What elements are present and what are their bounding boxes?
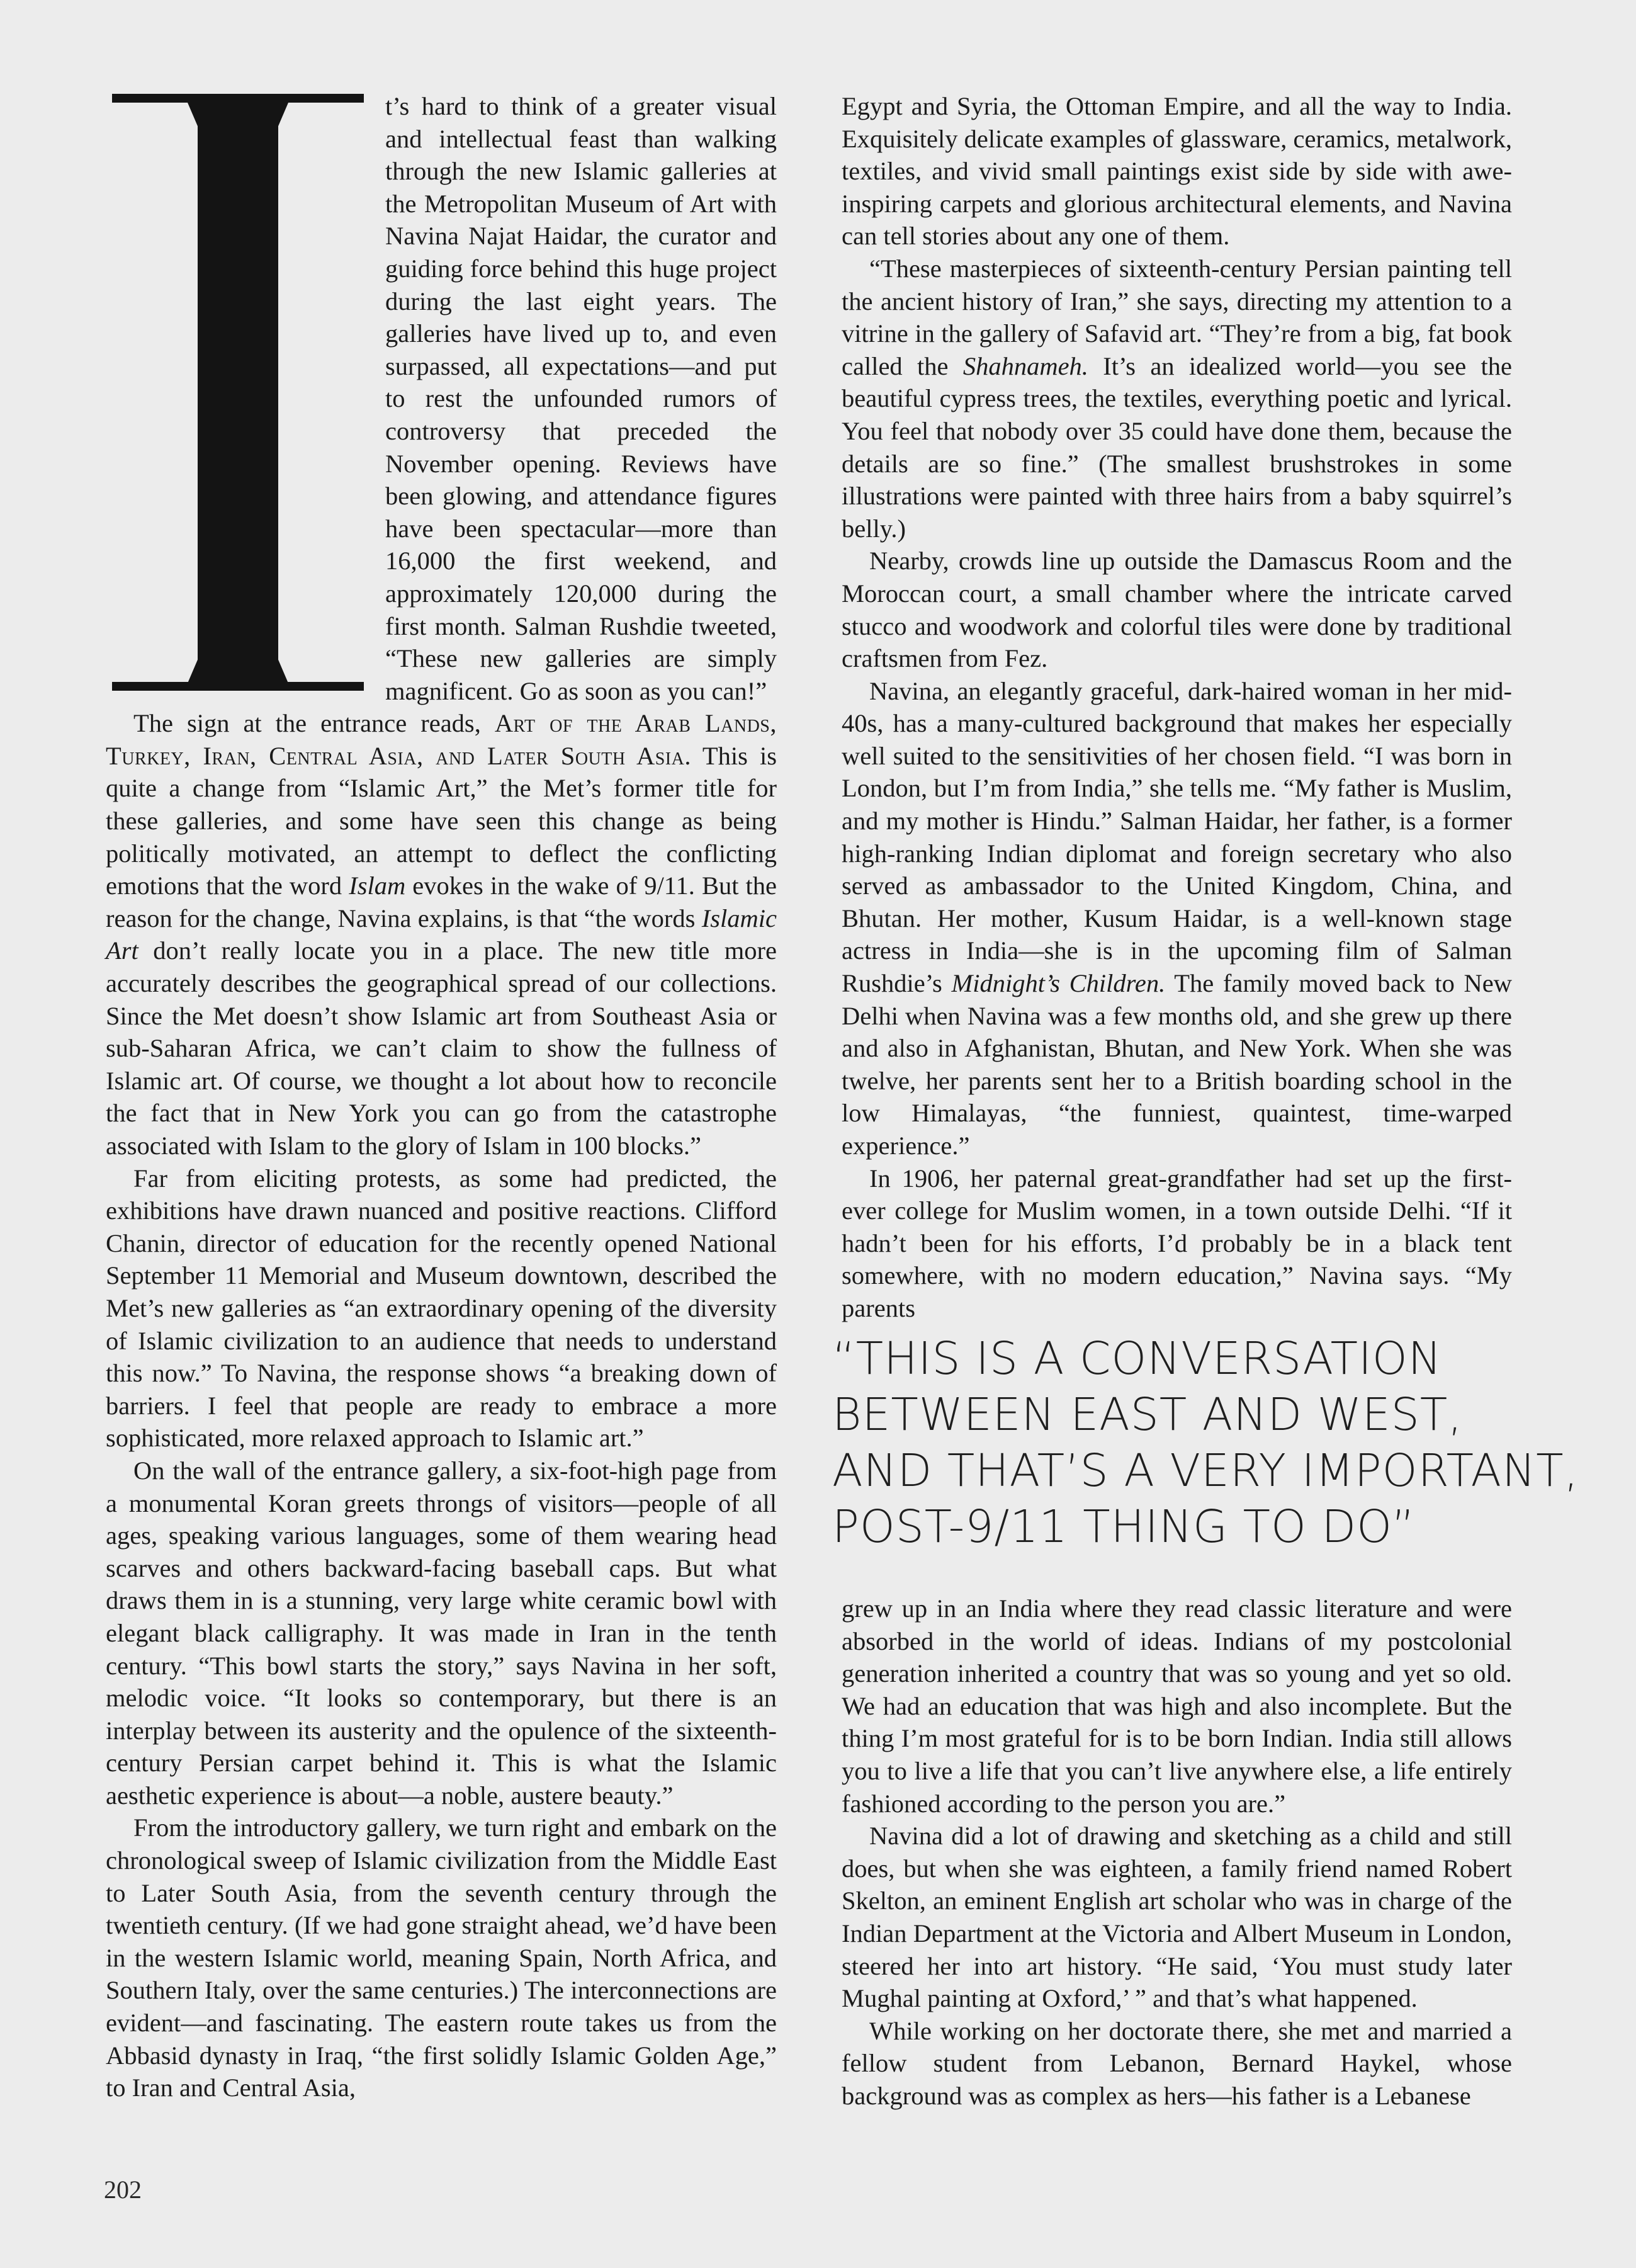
drop-cap-letter-I bbox=[112, 90, 364, 695]
paragraph-art-history: Navina did a lot of drawing and sketching as a child and still does, but when she was eighteen, a family friend named Robert Skelton, an eminent English art scholar who was in charge of the Indian Department at the Victoria and Albert Museum in London, steered her into art history. “He said, ‘You must study later Mughal painting at Oxford,’ ” and that’s what happened. bbox=[842, 1822, 1512, 2013]
pull-quote bbox=[832, 1330, 1579, 1555]
paragraph-india-upbringing: grew up in an India where they read classic literature and were absorbed in the world of ideas. Indians of my postcolonial generation inherited a country that was so young and yet so old. We had an education that was high and also incomplete. But the thing I’m most grateful for is to be born Indian. India still allows you to live a life that you can’t live anywhere else, a life entirely fashioned according to the person you are.” bbox=[842, 1594, 1512, 1818]
paragraph-doctorate: While working on her doctorate there, she met and married a fellow student from Lebanon, Bernard Haykel, whose background was as complex as hers—his father is a Lebanese bbox=[842, 2016, 1512, 2110]
paragraph-persian-painting: “These masterpieces of sixteenth-century Persian painting tell the ancient history of Iran,” she says, directing my attention to a vitrine in the gallery of Safavid art. “They’re from a big, fat book called the Shahnameh. It’s an idealized world—you see the beautiful cypress trees, the textiles, everything poetic and lyrical. You feel that nobody over 35 could have done them, because the details are so fine.” (The smallest brushstrokes in some illustrations were painted with three hairs from a baby squirrel’s belly.) bbox=[842, 254, 1512, 543]
paragraph-great-grandfather: In 1906, her paternal great-grandfather had set up the first-ever college for Muslim women, in a town outside Delhi. “If it hadn’t been for his efforts, I’d probably be in a black tent somewhere, with no modern education,” Navina says. “My parents bbox=[842, 1164, 1512, 1322]
pull-quote-line: AND THAT’S A VERY IMPORTANT, bbox=[832, 1444, 1579, 1497]
paragraph-entrance-gallery: On the wall of the entrance gallery, a six-foot-high page from a monumental Koran greets throngs of visitors—people of all ages, speaking various languages, some of them wearing head scarves and others backward-facing baseball caps. But what draws them in is a stunning, very large white ceramic bowl with elegant black calligraphy. It was made in Iran in the tenth century. “This bowl starts the story,” says Navina in her soft, melodic voice. “It looks so contemporary, but there is an interplay between its austerity and the opulence of the sixteenth-century Persian carpet behind it. This is what the Islamic aesthetic experience is about—a noble, austere beauty.” bbox=[106, 1456, 777, 1810]
right-column-bottom bbox=[842, 1592, 1512, 2112]
paragraph-sign: The sign at the entrance reads, Art of the Arab Lands, Turkey, Iran, Central Asia, and Later South Asia. This is quite a change from “Islamic Art,” the Met’s former title for these galleries, and some have seen this change as being politically motivated, an attempt to deflect the conflicting emotions that the word Islam evokes in the wake of 9/11. But the reason for the change, Navina explains, is that “the words Islamic Art don’t really locate you in a place. The new title more accurately describes the geographical spread of our collections. Since the Met doesn’t show Islamic art from Southeast Asia or sub-Saharan Africa, we can’t claim to show the fullness of Islamic art. Of course, we thought a lot about how to reconcile the fact that in New York you can go from the catastrophe associated with Islam to the glory of Islam in 100 blocks.” bbox=[106, 709, 777, 1160]
pull-quote-line: BETWEEN EAST AND WEST, bbox=[832, 1388, 1463, 1441]
paragraph-reactions: Far from eliciting protests, as some had predicted, the exhibitions have drawn nuanced and positive reactions. Clifford Chanin, director of education for the recently opened National September 11 Memorial and Museum downtown, described the Met’s new galleries as “an extraordinary opening of the diversity of Islamic civilization to an audience that needs to understand this now.” To Navina, the response shows “a breaking down of barriers. I feel that people are ready to embrace a more sophisticated, more relaxed approach to Islamic art.” bbox=[106, 1164, 777, 1453]
drop-cap bbox=[106, 90, 369, 695]
paragraph-background: Navina, an elegantly graceful, dark-haired woman in her mid-40s, has a many-cultured background that makes her especially well suited to the sensitivities of her chosen field. “I was born in London, but I’m from India,” she tells me. “My father is Muslim, and my mother is Hindu.” Salman Haidar, her father, is a former high-ranking Indian diplomat and foreign secretary who also served as ambassador to the United Kingdom, China, and Bhutan. Her mother, Kusum Haidar, is a well-known stage actress in India—she is in the upcoming film of Salman Rushdie’s Midnight’s Children. The family moved back to New Delhi when Navina was a few months old, and she grew up there and also in Afghanistan, Bhutan, and New York. When she was twelve, her parents sent her to a British boarding school in the low Himalayas, “the funniest, quaintest, time-warped experience.” bbox=[842, 676, 1513, 1160]
right-column-top bbox=[842, 90, 1512, 1325]
pull-quote-line: POST-9/11 THING TO DO” bbox=[832, 1500, 1416, 1553]
paragraph-chronological-sweep: From the introductory gallery, we turn right and embark on the chronological sweep of Islamic civilization from the Middle East to Later South Asia, from the seventh century through the twentieth century. (If we had gone straight ahead, we’d have been in the western Islamic world, meaning Spain, North Africa, and Southern Italy, over the same centuries.) The interconnections are evident—and fascinating. The eastern route takes us from the Abbasid dynasty in Iraq, “the first solidly Islamic Golden Age,” to Iran and Central Asia, bbox=[106, 1813, 777, 2102]
page-number: 202 bbox=[104, 2175, 142, 2204]
pull-quote-line: “THIS IS A CONVERSATION bbox=[832, 1332, 1442, 1385]
gallery-sign-text: Art of the Arab Lands, Turkey, Iran, Central Asia, and Later South Asia bbox=[106, 709, 777, 770]
left-column bbox=[106, 90, 777, 2104]
paragraph-opening: t’s hard to think of a greater visual and intellectual feast than walking through the new Islamic galleries at the Metropolitan Museum of Art with Navina Najat Haidar, the curator and guiding force behind this huge project during the last eight years. The galleries have lived up to, and even surpassed, all expectations—and put to rest the unfounded rumors of controversy that preceded the November opening. Reviews have been glowing, and attendance figures have been spectacular—more than 16,000 the first weekend, and approximately 120,000 during the first month. Salman Rushdie tweeted, “These new galleries are simply magnificent. Go as soon as you can!” bbox=[385, 92, 777, 705]
paragraph-damascus-room: Nearby, crowds line up outside the Damascus Room and the Moroccan court, a small chamber where the intricate carved stucco and woodwork and colorful tiles were done by traditional craftsmen from Fez. bbox=[842, 547, 1512, 673]
paragraph-continued: Egypt and Syria, the Ottoman Empire, and all the way to India. Exquisitely delicate examples of glassware, ceramics, metalwork, textiles, and vivid small paintings exist side by side with awe-inspiring carpets and glorious architectural elements, and Navina can tell stories about any one of them. bbox=[842, 92, 1512, 251]
